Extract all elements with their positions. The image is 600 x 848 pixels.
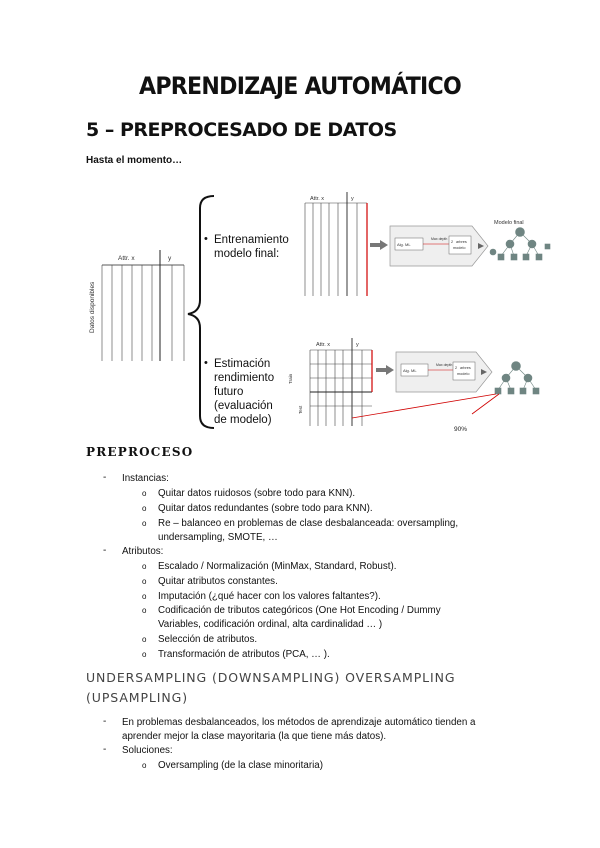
bottom-algo-right-3: modelo [457,372,470,376]
top-table-y-label: y [351,196,354,202]
model-label: Modelo final [494,220,524,226]
section-heading: 5 – PREPROCESADO DE DATOS [86,119,397,141]
top-table-attr-label: Attr. x [310,196,325,202]
bottom-table-test-label: Test [298,405,303,414]
top-algo-right-3: modelo [453,246,466,250]
sampling-heading: UNDERSAMPLING (DOWNSAMPLING) OVERSAMPLING (UPSAMPLING) [86,670,456,705]
bullet-marker: o [142,635,147,644]
brace [188,196,214,428]
atributos-item-4-line2: Variables, codificación ordinal, alta cardinalidad … ) [158,619,383,630]
bullet-marker: o [142,761,147,770]
atributos-item-2: Quitar atributos constantes. [158,576,278,587]
atributos-item-5: Selección de atributos. [158,634,258,645]
atributos-item-1: Escalado / Normalización (MinMax, Standard, Robust). [158,561,397,572]
sampling-item-1-line1: En problemas desbalanceados, los métodos de aprendizaje automático tienden a [122,717,476,728]
instancias-item-3-line1: Re – balanceo en problemas de clase desbalanceada: oversampling, [158,518,459,529]
atributos-item-6: Transformación de atributos (PCA, … ). [158,649,330,660]
instancias-item-1: Quitar datos ruidosos (sobre todo para KNN). [158,488,356,499]
document-title: APRENDIZAJE AUTOMÁTICO [138,72,462,100]
instancias-item-2: Quitar datos redundantes (sobre todo para KNN). [158,503,373,514]
sampling-item-2: Soluciones: [122,745,173,756]
dash-marker: - [103,545,107,556]
dash-marker: - [103,716,107,727]
preproceso-heading: PREPROCESO [86,445,194,459]
percent-label: 90% [454,426,468,433]
bullet-dot: • [204,233,208,245]
bullet-marker: o [142,606,147,615]
item2-line1: Estimación [214,358,271,370]
instancias-item-3-line2: undersampling, SMOTE, … [158,532,278,543]
bullet-marker: o [142,562,147,571]
bottom-algo-right-1: 2 [455,366,458,370]
bottom-arrow [376,365,394,375]
bottom-table-attr-label: Attr. x [316,342,331,348]
item2-line3: futuro [214,386,244,398]
left-table-side-label: Datos disponibles [89,281,96,333]
bottom-algo-right-2: arbres [460,366,471,370]
atributos-item-4-line1: Codificación de tributos categóricos (One Hot Encoding / Dummy [158,605,441,616]
bullet-marker: o [142,489,147,498]
bottom-table-y-label: y [356,342,359,348]
item2-line5: de modelo) [214,414,272,426]
top-tree-model [490,228,550,261]
left-data-table [102,250,184,361]
bullet-marker: o [142,519,147,528]
bullet-marker: o [142,504,147,513]
bullet-dot: • [204,357,208,369]
sampling-item-1-line2: aprender mejor la clase mayoritaria (la que tiene más datos). [122,731,387,742]
bullet-marker: o [142,592,147,601]
bullet-marker: o [142,577,147,586]
bullet-marker: o [142,650,147,659]
item2-line4: (evaluación [214,400,273,412]
intro-text: Hasta el momento… [86,155,183,166]
atributos-label: Atributos: [122,546,164,557]
bottom-algo-mid: Max depth [436,363,453,367]
bottom-data-table [310,338,372,426]
left-table-attr-label: Attr. x [118,255,135,262]
instancias-label: Instancias: [122,473,169,484]
top-algo-right-1: 2 [451,240,454,244]
top-algo-left: Alg. ML [397,242,411,247]
top-arrow [370,240,388,250]
item1-line1: Entrenamiento [214,234,289,246]
dash-marker: - [103,472,107,483]
bottom-algo-left: Alg. ML [403,368,417,373]
dash-marker: - [103,744,107,755]
left-table-y-label: y [168,255,172,262]
top-algo-mid: Max depth [431,237,448,241]
item1-line2: modelo final: [214,248,280,260]
red-connector-1 [352,394,496,418]
item2-line2: rendimiento [214,372,275,384]
bottom-tree-model [495,362,539,395]
bottom-table-train-label: Train [288,373,293,384]
top-algo-right-2: arbres [456,240,467,244]
atributos-item-3: Imputación (¿qué hacer con los valores faltantes?). [158,591,381,602]
sampling-subitem-1: Oversampling (de la clase minoritaria) [158,760,323,771]
top-data-table [305,192,367,296]
pipeline-diagram [80,188,560,438]
